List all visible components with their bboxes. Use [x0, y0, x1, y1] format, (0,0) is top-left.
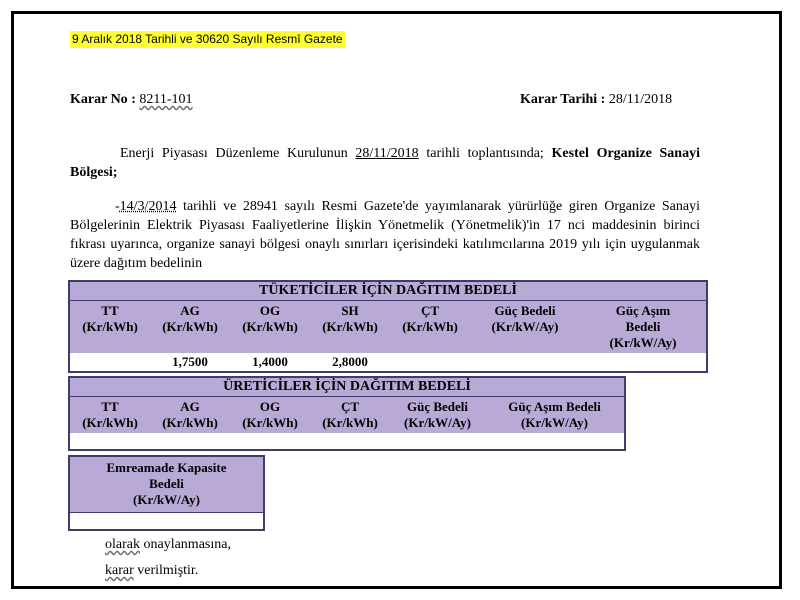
table-cell: 1,7500: [150, 353, 230, 372]
karar-no: Karar No : 8211-101: [70, 92, 193, 107]
producers-col-header: AG (Kr/kWh): [150, 397, 230, 434]
consumers-col-header: OG (Kr/kWh): [230, 301, 310, 354]
producers-col-header: Güç Bedeli (Kr/kW/Ay): [390, 397, 485, 434]
table-cell: [580, 353, 707, 372]
table-cell: 1,4000: [230, 353, 310, 372]
consumers-values-row: [69, 353, 707, 372]
footer-text: verilmiştir.: [133, 563, 199, 578]
consumers-col-header: TT (Kr/kWh): [69, 301, 150, 354]
capacity-header-row: [69, 456, 264, 513]
decision-intro-paragraph: [70, 144, 700, 182]
table-cell: 2,8000: [310, 353, 390, 372]
table-cell: [390, 433, 485, 450]
decision-body-paragraph: -14/3/2014 tarihli ve 28941 sayılı Resmi Gazete'de yayımlanarak yürürlüğe giren Organize Sanayi Bölgelerinin Elektrik Piyasası Faaliyetlerine İlişkin Yönetmelik (Yönetmelik)'in 17 nci maddesinin birinci fıkrası uyarınca, organize sanayi bölgesi onaylı sınırları içerisindeki katılımcılarına 2019 yılı için uygulanmak üzere dağıtım bedelinin: [70, 199, 700, 271]
table-cell: [310, 433, 390, 450]
producers-header-row: [69, 397, 625, 434]
producers-col-header: TT (Kr/kWh): [69, 397, 150, 434]
gazette-note: 9 Aralık 2018 Tarihli ve 30620 Sayılı Resmî Gazete: [72, 32, 343, 46]
para2-date: 14/3/2014: [119, 199, 177, 214]
karar-tarihi-value: 28/11/2018: [608, 92, 673, 107]
producers-col-header: ÇT (Kr/kWh): [310, 397, 390, 434]
table-cell: [470, 353, 580, 372]
table-cell: [485, 433, 625, 450]
producers-values-row: [69, 433, 625, 450]
footer-line-approval: [105, 537, 231, 553]
para1-subject: Kestel Organize Sanayi Bölgesi;: [70, 146, 700, 180]
producers-col-header: OG (Kr/kWh): [230, 397, 310, 434]
consumers-table-title: TÜKETİCİLER İÇİN DAĞITIM BEDELİ: [69, 281, 707, 301]
table-cell: [390, 353, 470, 372]
footer-text: onaylanmasına,: [139, 537, 231, 552]
table-cell: [69, 513, 264, 531]
consumers-col-header: Güç Aşım Bedeli (Kr/kW/Ay): [580, 301, 707, 354]
capacity-col-header: Emreamade Kapasite Bedeli (Kr/kW/Ay): [69, 456, 264, 513]
para1-text-a: Enerji Piyasası Düzenleme Kurulunun: [120, 146, 356, 161]
para1-date: 28/11/2018: [355, 146, 419, 161]
consumers-header-row: [69, 301, 707, 354]
karar-tarihi-label: Karar Tarihi: [520, 92, 598, 107]
table-cell: [150, 433, 230, 450]
capacity-fee-table: [68, 455, 265, 531]
footer-line-decision: [105, 563, 198, 579]
karar-tarihi: Karar Tarihi : 28/11/2018: [520, 92, 673, 107]
producers-col-header: Güç Aşım Bedeli (Kr/kW/Ay): [485, 397, 625, 434]
karar-no-label: Karar No: [70, 92, 128, 107]
consumers-col-header: Güç Bedeli (Kr/kW/Ay): [470, 301, 580, 354]
consumers-distribution-table: [68, 280, 708, 373]
table-cell: [69, 433, 150, 450]
consumers-col-header: AG (Kr/kWh): [150, 301, 230, 354]
table-cell: [230, 433, 310, 450]
para1-text-b: tarihli toplantısında;: [418, 146, 552, 161]
producers-distribution-table: [68, 376, 626, 451]
capacity-values-row: [69, 513, 264, 531]
table-cell: [69, 353, 150, 372]
footer-word: karar: [105, 563, 134, 578]
karar-no-value: 8211-101: [139, 92, 193, 107]
consumers-col-header: SH (Kr/kWh): [310, 301, 390, 354]
producers-table-title: ÜRETİCİLER İÇİN DAĞITIM BEDELİ: [69, 377, 625, 397]
para2-text: tarihli ve 28941 sayılı Resmi Gazete'de yayımlanarak yürürlüğe giren Organize Sanayi Bölgelerinin Elektrik Piyasası Faaliyetlerine İlişkin Yönetmelik (Yönetmelik)'in 17 nci maddesinin birinci fıkrası uyarınca, organize sanayi bölgesi onaylı sınırları içerisindeki katılımcılarına 2019 yılı için uygulanmak üzere dağıtım bedelinin: [70, 199, 700, 271]
consumers-col-header: ÇT (Kr/kWh): [390, 301, 470, 354]
footer-word: olarak: [105, 537, 140, 552]
